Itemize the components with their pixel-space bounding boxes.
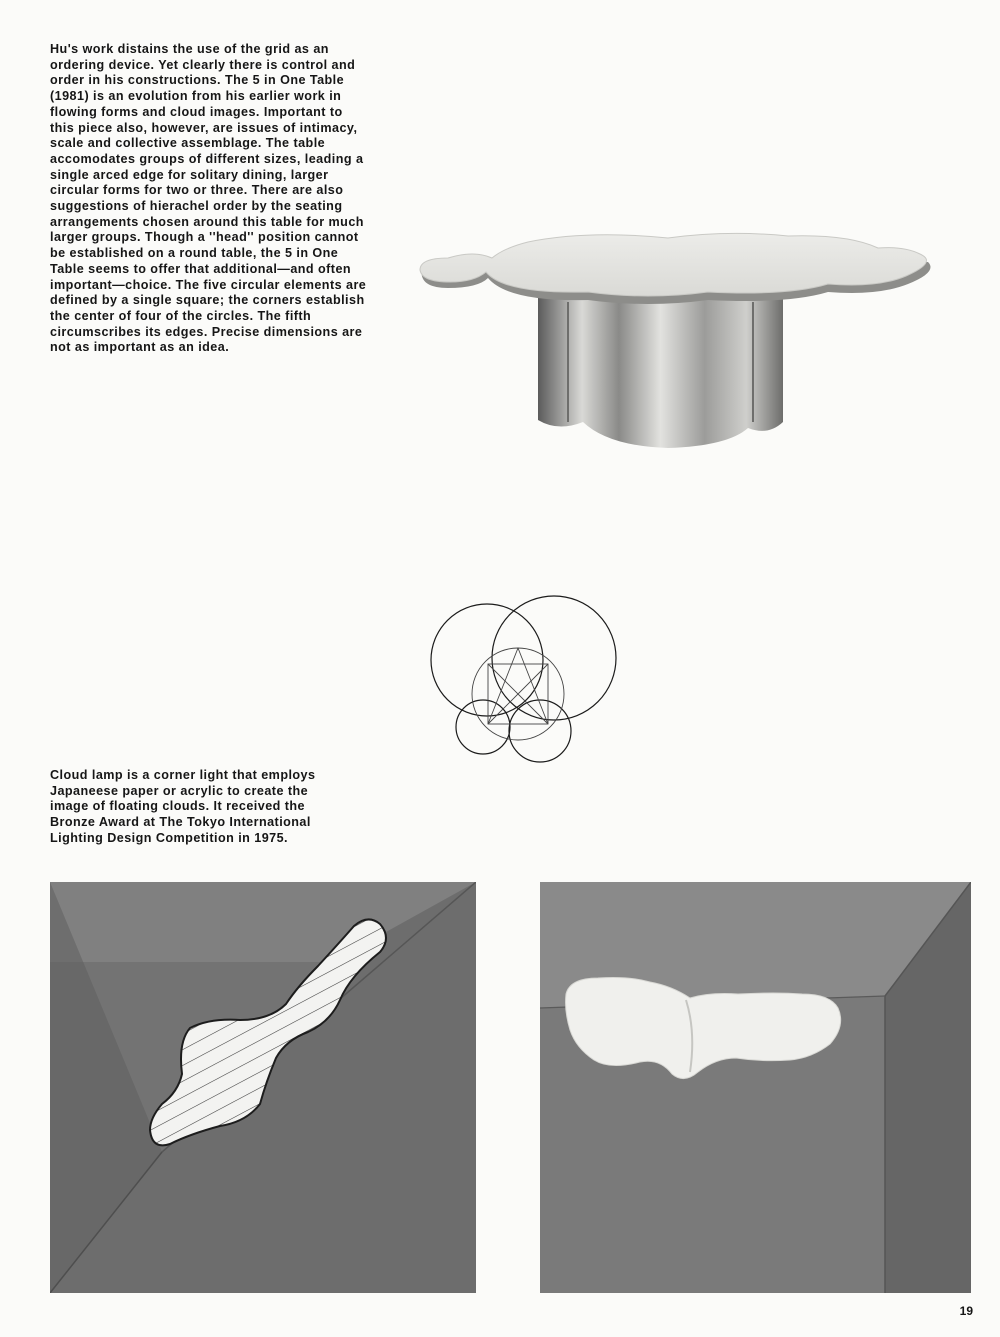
- five-circles-diagram: [426, 594, 622, 768]
- cloud-lamp-white-photo: [540, 882, 971, 1293]
- table-photo: [408, 232, 948, 462]
- intro-paragraph: Hu's work distains the use of the grid as an ordering device. Yet clearly there is control and order in his constructions. The 5 in One Table (1981) is an evolution from his earlier work in flowing forms and cloud images. Important to this piece also, however, are issues of intimacy, scale and collective assemblage. The table accomodates groups of different sizes, leading a single arced edge for solitary dining, larger circular forms for two or three. There are also suggestions of hierachel order by the seating arrangements chosen around this table for much larger groups. Though a ''head'' position cannot be established on a round table, the 5 in One Table seems to offer that additional—and often important—choice. The five circular elements are defined by a single square; the corners establish the center of four of the circles. The fifth circumscribes its edges. Precise dimensions are not as important as an idea.: [50, 42, 367, 355]
- page-number: 19: [959, 1304, 973, 1318]
- lamp-caption: Cloud lamp is a corner light that employs Japaneese paper or acrylic to create the image of floating clouds. It received the Bronze Award at The Tokyo International Lighting Design Competition in 1975.: [50, 768, 316, 845]
- cloud-lamp-striped-photo: [50, 882, 476, 1293]
